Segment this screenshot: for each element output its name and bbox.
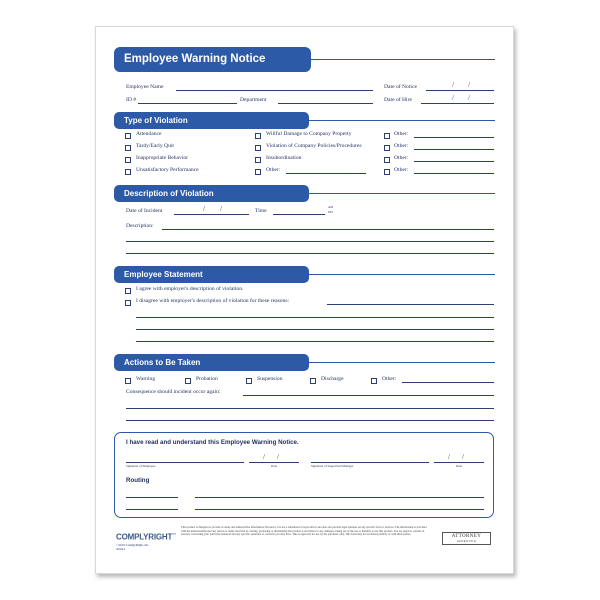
date-slash: / bbox=[462, 453, 464, 461]
violation-label: Other: bbox=[266, 167, 281, 173]
supervisor-signature-label: Signature of Supervisor/Manager bbox=[311, 464, 354, 468]
checkbox-policy-violation[interactable] bbox=[255, 145, 261, 151]
checkbox-other[interactable] bbox=[384, 133, 390, 139]
am-label: AM bbox=[328, 205, 334, 209]
section-rule bbox=[309, 274, 495, 275]
date-of-incident-label: Date of Incident bbox=[126, 208, 163, 214]
date-slash: / bbox=[468, 94, 470, 102]
checkbox-other[interactable] bbox=[384, 145, 390, 151]
statement-field[interactable] bbox=[136, 329, 494, 330]
disagree-label: I disagree with employer's description of violation for these reasons: bbox=[136, 298, 290, 304]
violation-label: Insubordination bbox=[266, 155, 302, 161]
title-rule bbox=[311, 59, 495, 60]
statement-field[interactable] bbox=[327, 304, 494, 305]
employee-date-label: Date bbox=[271, 464, 278, 468]
routing-field[interactable] bbox=[126, 497, 178, 498]
violation-label: Violation of Company Policies/Procedures bbox=[266, 143, 362, 149]
checkbox-insubordination[interactable] bbox=[255, 157, 261, 163]
employee-date-field[interactable] bbox=[249, 462, 299, 463]
routing-field[interactable] bbox=[126, 509, 178, 510]
checkbox-tardy[interactable] bbox=[125, 145, 131, 151]
action-label: Other: bbox=[382, 376, 397, 382]
other-field[interactable] bbox=[286, 173, 366, 174]
violation-label: Inappropriate Behavior bbox=[136, 155, 189, 161]
date-of-notice-label: Date of Notice bbox=[384, 84, 417, 90]
supervisor-date-field[interactable] bbox=[434, 462, 484, 463]
violation-label: Attendance bbox=[136, 131, 162, 137]
complyright-logo: COMPLYRIGHT™ bbox=[116, 532, 176, 542]
description-field[interactable] bbox=[126, 241, 494, 242]
date-of-incident-field[interactable] bbox=[174, 214, 249, 215]
routing-label: Routing bbox=[126, 477, 150, 484]
badge-label: ATTORNEY bbox=[451, 534, 482, 539]
statement-field[interactable] bbox=[136, 317, 494, 318]
consequence-field[interactable] bbox=[126, 420, 494, 421]
checkbox-willful-damage[interactable] bbox=[255, 133, 261, 139]
attorney-approved-badge bbox=[442, 532, 491, 545]
time-field[interactable] bbox=[273, 214, 325, 215]
checkbox-unsatisfactory-performance[interactable] bbox=[125, 169, 131, 175]
date-of-hire-field[interactable] bbox=[421, 103, 494, 104]
supervisor-signature-field[interactable] bbox=[311, 462, 429, 463]
employee-signature-field[interactable] bbox=[126, 462, 244, 463]
checkbox-disagree[interactable] bbox=[125, 300, 131, 306]
routing-field[interactable] bbox=[195, 497, 484, 498]
date-slash: / bbox=[277, 453, 279, 461]
date-slash: / bbox=[203, 205, 205, 213]
time-label: Time bbox=[255, 208, 267, 214]
checkbox-other[interactable] bbox=[384, 169, 390, 175]
violation-label: Tardy/Early Quit bbox=[136, 143, 174, 149]
section-type-of-violation: Type of Violation bbox=[114, 112, 309, 129]
violation-label: Other: bbox=[394, 167, 409, 173]
section-description-of-violation: Description of Violation bbox=[114, 185, 309, 202]
checkbox-warning[interactable] bbox=[125, 378, 131, 384]
supervisor-date-label: Date bbox=[456, 464, 463, 468]
checkbox-attendance[interactable] bbox=[125, 133, 131, 139]
description-field[interactable] bbox=[126, 253, 494, 254]
other-field[interactable] bbox=[414, 161, 494, 162]
badge-sub-label: APPROVED bbox=[456, 540, 477, 543]
checkbox-suspension[interactable] bbox=[246, 378, 252, 384]
acknowledgement-heading: I have read and understand this Employee Warning Notice. bbox=[126, 439, 299, 446]
section-rule bbox=[309, 193, 495, 194]
other-field[interactable] bbox=[414, 149, 494, 150]
routing-field[interactable] bbox=[195, 509, 484, 510]
violation-label: Unsatisfactory Performance bbox=[136, 167, 199, 173]
consequence-field[interactable] bbox=[126, 408, 494, 409]
violation-label: Other: bbox=[394, 155, 409, 161]
legal-disclaimer: This product is designed to provide accurate and authoritative information. However, it is not a substitute for legal advice and does not provide legal opinions on any specific facts or services. The information is provided with the understanding that any person or entity involved in creating, producing or distributing this product is not liable for any damages arising out of the use or inability to use this product. You are urged to consult an attorney concerning your particular situation and any specific questions or concerns you may have. This is approved for use by the purchaser only. This form may not be shared publicly or with third parties. bbox=[181, 526, 427, 536]
employee-signature-label: Signature of Employee bbox=[126, 464, 156, 468]
section-rule bbox=[309, 120, 495, 121]
date-of-hire-label: Date of Hire bbox=[384, 97, 412, 103]
section-rule bbox=[309, 362, 495, 363]
other-field[interactable] bbox=[414, 137, 494, 138]
violation-label: Other: bbox=[394, 143, 409, 149]
action-label: Probation bbox=[196, 376, 218, 382]
checkbox-other-action[interactable] bbox=[371, 378, 377, 384]
date-slash: / bbox=[468, 81, 470, 89]
date-slash: / bbox=[263, 453, 265, 461]
date-slash: / bbox=[448, 453, 450, 461]
violation-label: Willful Damage to Company Property bbox=[266, 131, 352, 137]
other-action-field[interactable] bbox=[402, 382, 494, 383]
action-label: Suspension bbox=[257, 376, 283, 382]
consequence-field[interactable] bbox=[243, 395, 494, 396]
date-slash: / bbox=[220, 205, 222, 213]
violation-label: Other: bbox=[394, 131, 409, 137]
checkbox-discharge[interactable] bbox=[310, 378, 316, 384]
date-slash: / bbox=[452, 94, 454, 102]
id-field[interactable] bbox=[138, 103, 237, 104]
form-title: Employee Warning Notice bbox=[114, 47, 311, 72]
date-slash: / bbox=[452, 81, 454, 89]
section-employee-statement: Employee Statement bbox=[114, 266, 309, 283]
agree-label: I agree with employer's description of violation. bbox=[136, 286, 244, 292]
description-field[interactable] bbox=[162, 229, 494, 230]
department-field[interactable] bbox=[278, 103, 373, 104]
checkbox-other[interactable] bbox=[384, 157, 390, 163]
action-label: Warning bbox=[136, 376, 156, 382]
consequence-label: Consequence should incident occur again: bbox=[126, 389, 221, 395]
warning-notice-form bbox=[95, 26, 514, 574]
action-label: Discharge bbox=[321, 376, 344, 382]
department-label: Department bbox=[240, 97, 267, 103]
statement-field[interactable] bbox=[136, 341, 494, 342]
id-label: ID # bbox=[126, 97, 137, 103]
checkbox-agree[interactable] bbox=[125, 288, 131, 294]
copyright-text: ©2016 ComplyRight, Inc. bbox=[116, 543, 150, 547]
checkbox-probation[interactable] bbox=[185, 378, 191, 384]
date-of-notice-field[interactable] bbox=[426, 90, 494, 91]
pm-label: PM bbox=[328, 210, 333, 214]
employee-name-field[interactable] bbox=[176, 90, 373, 91]
checkbox-other[interactable] bbox=[255, 169, 261, 175]
description-label: Description: bbox=[126, 223, 154, 229]
section-actions-to-be-taken: Actions to Be Taken bbox=[114, 354, 309, 371]
checkbox-inappropriate-behavior[interactable] bbox=[125, 157, 131, 163]
employee-name-label: Employee Name bbox=[126, 84, 164, 90]
form-code: A0244 bbox=[116, 547, 125, 551]
other-field[interactable] bbox=[414, 173, 494, 174]
